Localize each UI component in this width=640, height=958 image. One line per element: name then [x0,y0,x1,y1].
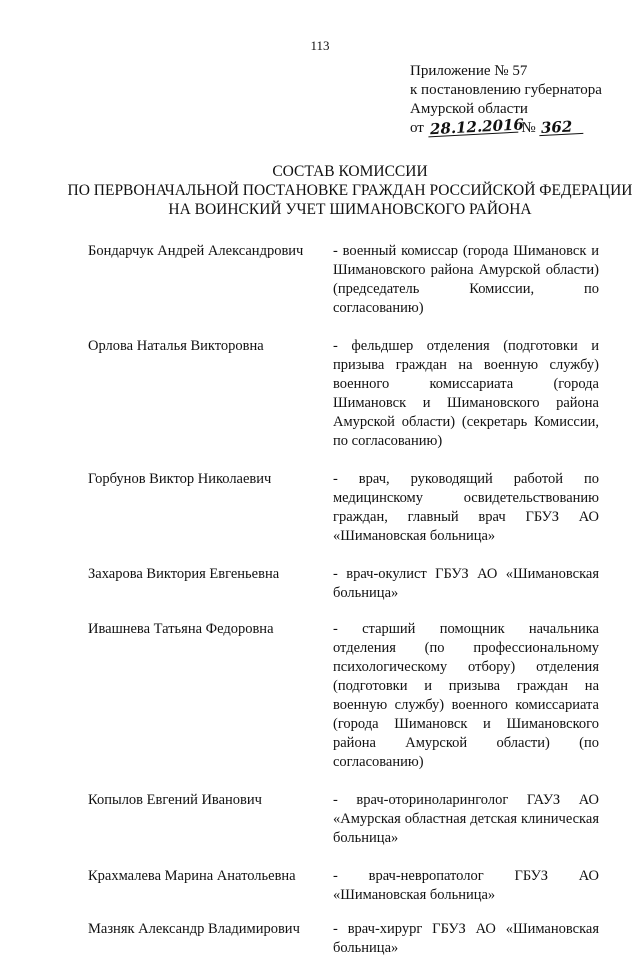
member-row [88,470,608,546]
from-label: от [410,120,424,136]
member-role: - врач-хирург ГБУЗ АО «Шимановская больница» [333,921,599,956]
handwritten-number: 362 [539,119,584,136]
member-role: - врач, руководящий работой по медицинскому освидетельствованию граждан, главный врач ГБУЗ АО «Шимановская больница» [333,471,599,544]
member-name: Крахмалева Марина Анатольевна [88,868,296,884]
member-name: Орлова Наталья Викторовна [88,338,264,354]
member-name: Ивашнева Татьяна Федоровна [88,621,274,637]
member-role: - фельдшер отделения (подготовки и призыва граждан на военную службу) военного комиссариата (города Шимановск и Шимановского района Амурской области) (секретарь Комиссии, по согласованию) [333,338,599,449]
page-number: 113 [310,38,330,53]
member-role: - военный комиссар (города Шимановск и Шимановского района Амурской области) (председатель Комиссии, по согласованию) [333,243,599,316]
member-role: - старший помощник начальника отделения (по профессиональному психологическому отбору) отделения (подготовки и призыва граждан на военную службу) военного комиссариата (города Шимановск и Шимановского района Амурской области) (по согласованию) [333,621,599,770]
title-line-3: НА ВОИНСКИЙ УЧЕТ ШИМАНОВСКОГО РАЙОНА [168,201,532,218]
member-row [88,242,608,318]
member-name: Захарова Виктория Евгеньевна [88,566,280,582]
title-line-1: СОСТАВ КОМИССИИ [272,163,428,180]
member-name: Копылов Евгений Иванович [88,792,262,808]
member-row [88,920,608,958]
document-title [60,162,640,219]
appendix-line-1: Приложение № 57 [410,63,528,79]
member-role: - врач-невропатолог ГБУЗ АО «Шимановская больница» [333,868,599,903]
member-role: - врач-оториноларинголог ГАУЗ АО «Амурская областная детская клиническая больница» [333,792,599,846]
appendix-date-line [410,115,630,139]
member-name: Мазняк Александр Владимирович [88,921,300,937]
member-row [88,565,608,603]
member-name: Бондарчук Андрей Александрович [88,243,304,259]
title-line-2: ПО ПЕРВОНАЧАЛЬНОЙ ПОСТАНОВКЕ ГРАЖДАН РОССИЙСКОЙ ФЕДЕРАЦИИ [67,182,633,199]
appendix-line-2: к постановлению губернатора [410,82,602,98]
member-row [88,791,608,848]
member-role: - врач-окулист ГБУЗ АО «Шимановская больница» [333,566,599,601]
number-label: № [521,120,536,136]
members-list [88,242,608,958]
member-row [88,867,608,905]
member-row [88,337,608,451]
appendix-block [410,62,630,138]
handwritten-date: 28.12.2016 [429,115,524,139]
member-row [88,620,608,772]
appendix-line-3: Амурской области [410,101,528,117]
member-name: Горбунов Виктор Николаевич [88,471,272,487]
